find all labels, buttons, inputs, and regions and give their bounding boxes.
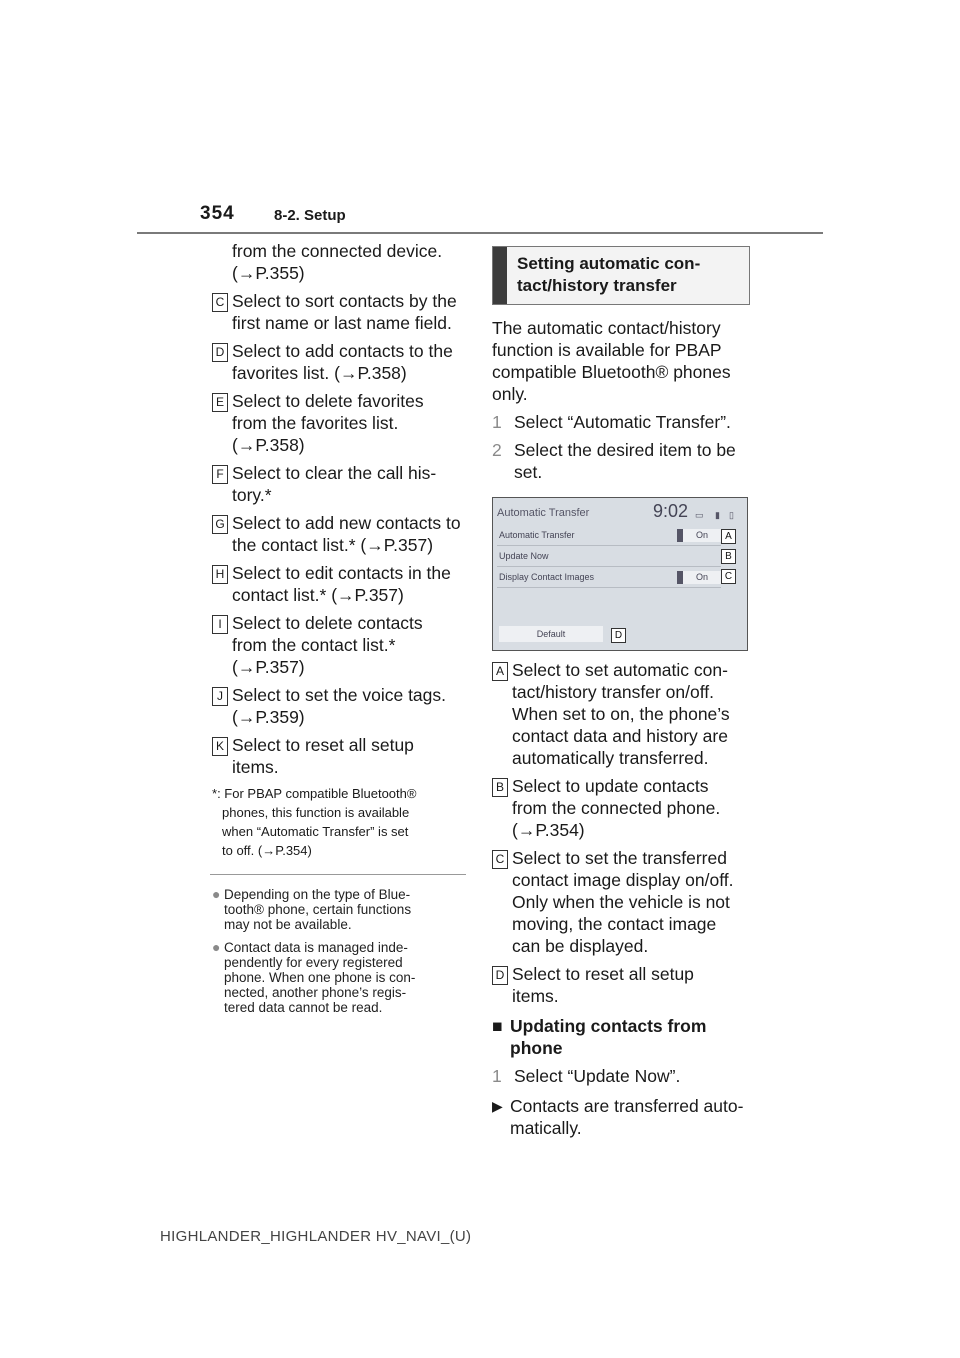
footnote-mark: * bbox=[212, 786, 218, 801]
subheading: ■ Updating contacts from phone bbox=[492, 1016, 707, 1058]
triangle-bullet-icon: ▶ bbox=[492, 1098, 503, 1114]
screen-clock: 9:02 bbox=[653, 501, 689, 521]
screen-row-update-now: Update Now bbox=[497, 547, 721, 567]
screen-row-display-contact-images: Display Contact Images On bbox=[497, 568, 721, 588]
header-rule bbox=[137, 232, 823, 234]
label-box: A bbox=[492, 662, 508, 681]
callout-c: C bbox=[721, 569, 736, 584]
label-box: C bbox=[492, 850, 508, 869]
note-divider bbox=[210, 874, 466, 875]
footnote: *: For PBAP compatible Bluetooth® phones, this function is available when “Automatic Transfer” is set to off. (→P.354) bbox=[212, 786, 417, 858]
section-title: 8-2. Setup bbox=[274, 207, 346, 224]
screen-illustration bbox=[492, 497, 748, 651]
list-item-d: D Select to add contacts to the favorites list. (→P.358) bbox=[212, 340, 470, 384]
step-2: 2 Select the desired item to be set. bbox=[492, 440, 736, 482]
label-box: E bbox=[212, 393, 228, 412]
list-item-i: I Select to delete contacts from the contact list.* (→P.357) bbox=[212, 612, 470, 678]
label-box: C bbox=[212, 293, 228, 312]
section-heading: Setting automatic con- tact/history transfer bbox=[492, 246, 750, 305]
label-box: G bbox=[212, 515, 228, 534]
toggle-on: On bbox=[677, 571, 721, 584]
screen-row-automatic-transfer: Automatic Transfer On bbox=[497, 526, 721, 546]
screen-title: Automatic Transfer bbox=[497, 507, 590, 519]
callout-d: D bbox=[611, 628, 626, 643]
bullet-dot-icon: ● bbox=[212, 886, 221, 902]
label-box: I bbox=[212, 615, 228, 634]
list-item-f: F Select to clear the call his- tory.* bbox=[212, 462, 470, 506]
page-number: 354 bbox=[200, 203, 235, 224]
list-item-e: E Select to delete favorites from the favorites list. (→P.358) bbox=[212, 390, 470, 456]
screen-default-button: Default bbox=[499, 626, 603, 642]
page-footer: HIGHLANDER_HIGHLANDER HV_NAVI_(U) bbox=[160, 1228, 472, 1245]
left-column bbox=[212, 240, 470, 1023]
label-box: B bbox=[492, 778, 508, 797]
list-item-g: G Select to add new contacts to the contact list.* (→P.357) bbox=[212, 512, 470, 556]
list-item-d: D Select to reset all setup items. bbox=[492, 963, 754, 1007]
bullet-item: ▶ Contacts are transferred auto- matically. bbox=[492, 1096, 744, 1138]
list-item-b: B Select to update contacts from the connected phone. (→P.354) bbox=[492, 775, 754, 841]
bullet-dot-icon: ● bbox=[212, 939, 221, 955]
list-item-k: K Select to reset all setup items. bbox=[212, 734, 470, 778]
square-bullet-icon: ■ bbox=[492, 1016, 503, 1036]
label-box: K bbox=[212, 737, 228, 756]
intro-text: from the connected device. (→P.355) bbox=[232, 241, 443, 283]
callout-a: A bbox=[721, 529, 736, 544]
right-column bbox=[492, 246, 754, 1139]
intro-paragraph: The automatic contact/history function is available for PBAP compatible Bluetooth® phones only. bbox=[492, 318, 731, 404]
list-item-j: J Select to set the voice tags. (→P.359) bbox=[212, 684, 470, 728]
battery-icon: ▯ bbox=[729, 510, 734, 520]
list-item-a: A Select to set automatic con- tact/history transfer on/off. When set to on, the phone’s contact data and history are automatically transferred. bbox=[492, 659, 754, 769]
toggle-on: On bbox=[677, 529, 721, 542]
step-1: 1 Select “Automatic Transfer”. bbox=[492, 412, 731, 432]
note-item: ● Depending on the type of Blue- tooth® phone, certain functions may not be available. bbox=[212, 886, 412, 932]
bluetooth-icon: ▭ bbox=[695, 510, 704, 520]
note-item: ● Contact data is managed inde- pendently for every registered phone. When one phone is con- nected, another phone’s regis- tered data cannot be read. bbox=[212, 939, 416, 1015]
callout-b: B bbox=[721, 549, 736, 564]
list-item-c: C Select to sort contacts by the first name or last name field. bbox=[212, 290, 470, 334]
list-item-h: H Select to edit contacts in the contact list.* (→P.357) bbox=[212, 562, 470, 606]
substep-1: 1 Select “Update Now”. bbox=[492, 1066, 681, 1086]
label-box: F bbox=[212, 465, 228, 484]
signal-icon: ▮ bbox=[715, 510, 720, 520]
label-box: D bbox=[492, 966, 508, 985]
list-item-c: C Select to set the transferred contact image display on/off. Only when the vehicle is not moving, the contact image can be displayed. bbox=[492, 847, 754, 957]
label-box: D bbox=[212, 343, 228, 362]
label-box: J bbox=[212, 687, 228, 706]
label-box: H bbox=[212, 565, 228, 584]
